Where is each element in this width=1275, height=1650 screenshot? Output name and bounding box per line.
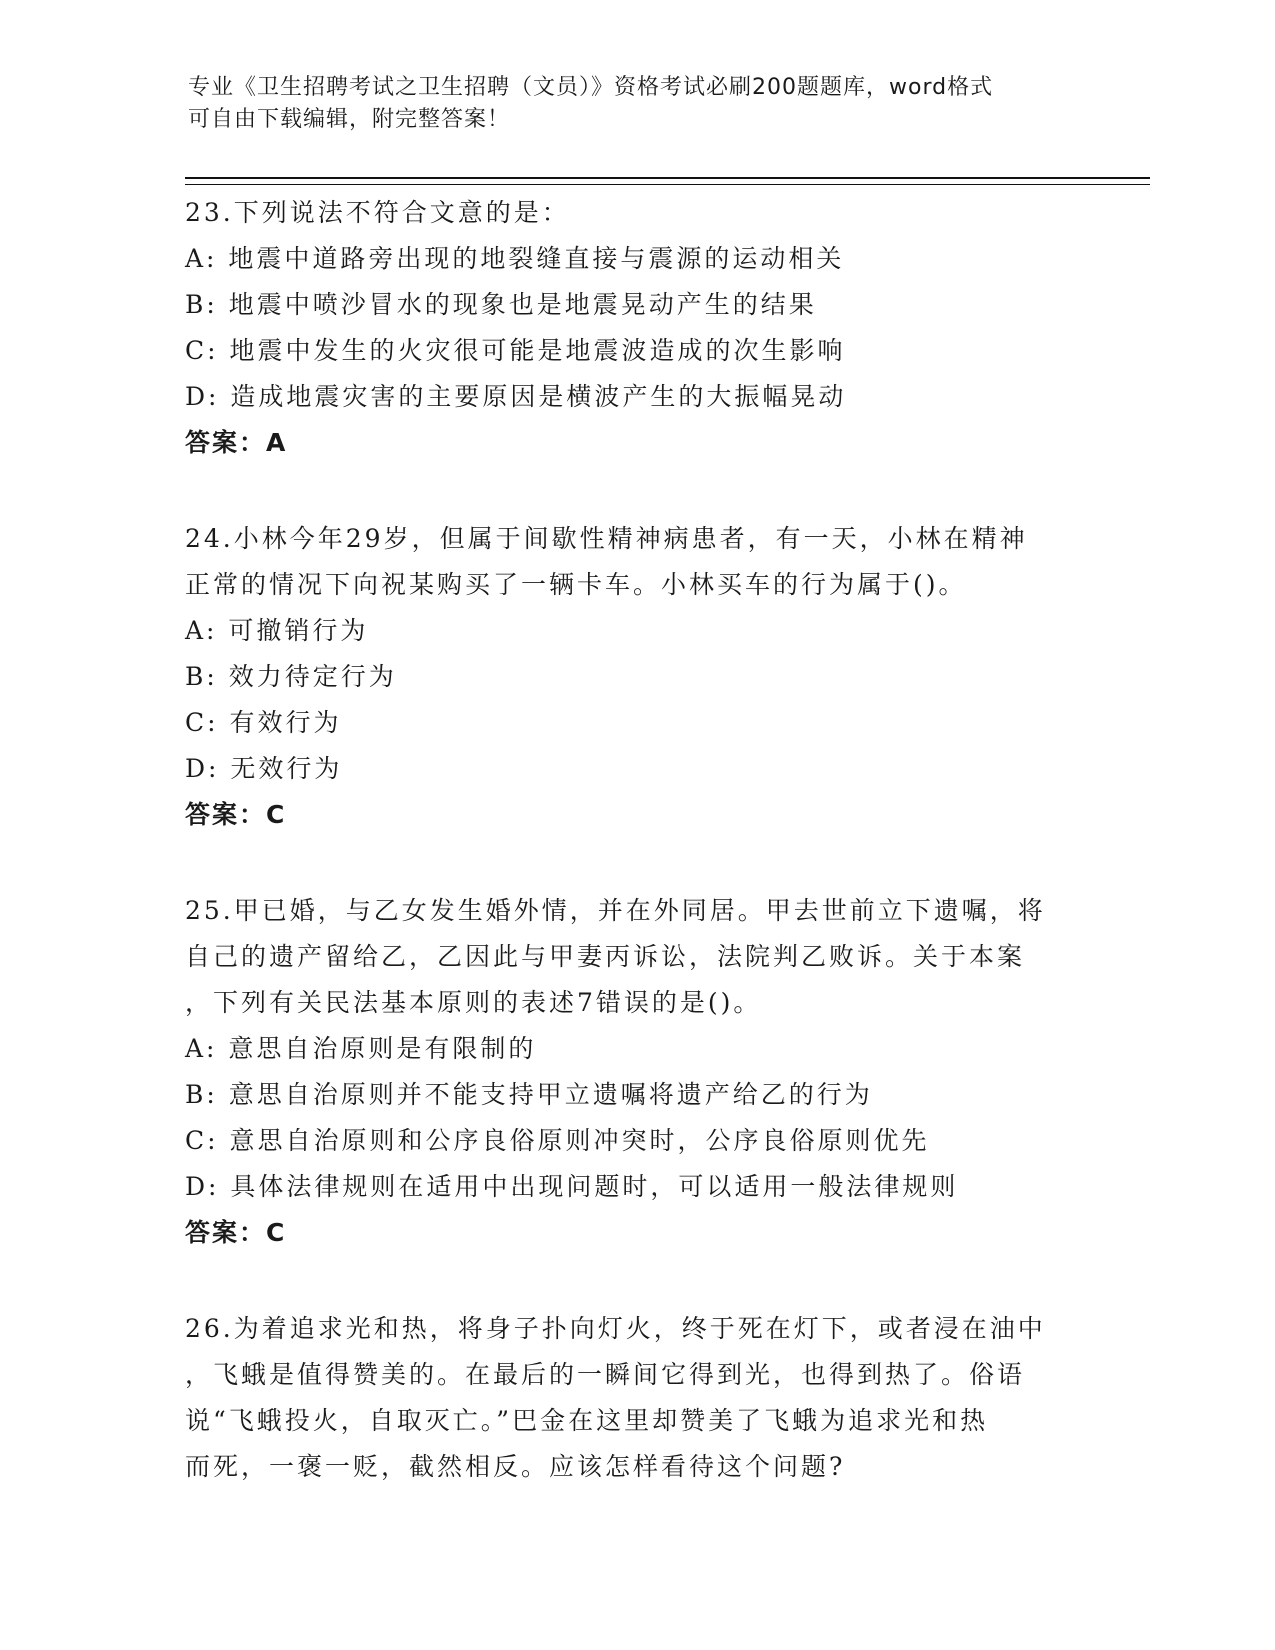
option-d: D: 具体法律规则在适用中出现问题时，可以适用一般法律规则 <box>185 1172 959 1201</box>
answer: 答案：C <box>185 1218 287 1247</box>
option-c: C: 地震中发生的火灾很可能是地震波造成的次生影响 <box>185 336 846 365</box>
option-d: D: 无效行为 <box>185 754 343 783</box>
answer: 答案：A <box>185 428 288 457</box>
option-b: B: 意思自治原则并不能支持甲立遗嘱将遗产给乙的行为 <box>185 1080 873 1109</box>
option-a: A: 可撤销行为 <box>185 616 369 645</box>
question-list <box>185 190 1085 1540</box>
option-c: C: 有效行为 <box>185 708 342 737</box>
header-divider <box>185 177 1150 185</box>
question-stem: 正常的情况下向祝某购买了一辆卡车。小林买车的行为属于()。 <box>185 570 967 599</box>
question-stem: ，飞蛾是值得赞美的。在最后的一瞬间它得到光，也得到热了。俗语 <box>185 1360 1026 1389</box>
question-25 <box>185 888 1085 1256</box>
answer: 答案：C <box>185 800 287 829</box>
option-a: A: 地震中道路旁出现的地裂缝直接与震源的运动相关 <box>185 244 845 273</box>
question-stem: 26.为着追求光和热，将身子扑向灯火，终于死在灯下，或者浸在油中 <box>185 1314 1046 1343</box>
question-26 <box>185 1306 1085 1490</box>
question-stem: 自己的遗产留给乙，乙因此与甲妻丙诉讼，法院判乙败诉。关于本案 <box>185 942 1026 971</box>
option-a: A: 意思自治原则是有限制的 <box>185 1034 537 1063</box>
option-d: D: 造成地震灾害的主要原因是横波产生的大振幅晃动 <box>185 382 847 411</box>
question-stem: 24.小林今年29岁，但属于间歇性精神病患者，有一天，小林在精神 <box>185 524 1028 553</box>
question-24 <box>185 516 1085 838</box>
option-b: B: 地震中喷沙冒水的现象也是地震晃动产生的结果 <box>185 290 817 319</box>
document-header <box>188 72 1088 136</box>
header-line-1: 专业《卫生招聘考试之卫生招聘（文员）》资格考试必刷200题题库，word格式 <box>188 75 994 100</box>
header-line-2: 可自由下载编辑，附完整答案！ <box>188 107 511 132</box>
question-stem: 说“飞蛾投火，自取灭亡。”巴金在这里却赞美了飞蛾为追求光和热 <box>185 1406 989 1435</box>
option-b: B: 效力待定行为 <box>185 662 397 691</box>
option-c: C: 意思自治原则和公序良俗原则冲突时，公序良俗原则优先 <box>185 1126 930 1155</box>
question-stem: 而死，一褒一贬，截然相反。应该怎样看待这个问题? <box>185 1452 846 1481</box>
question-stem: 25.甲已婚，与乙女发生婚外情，并在外同居。甲去世前立下遗嘱，将 <box>185 896 1046 925</box>
question-stem: 23.下列说法不符合文意的是： <box>185 198 570 227</box>
question-stem: ，下列有关民法基本原则的表述7错误的是()。 <box>185 988 762 1017</box>
question-23 <box>185 190 1085 466</box>
